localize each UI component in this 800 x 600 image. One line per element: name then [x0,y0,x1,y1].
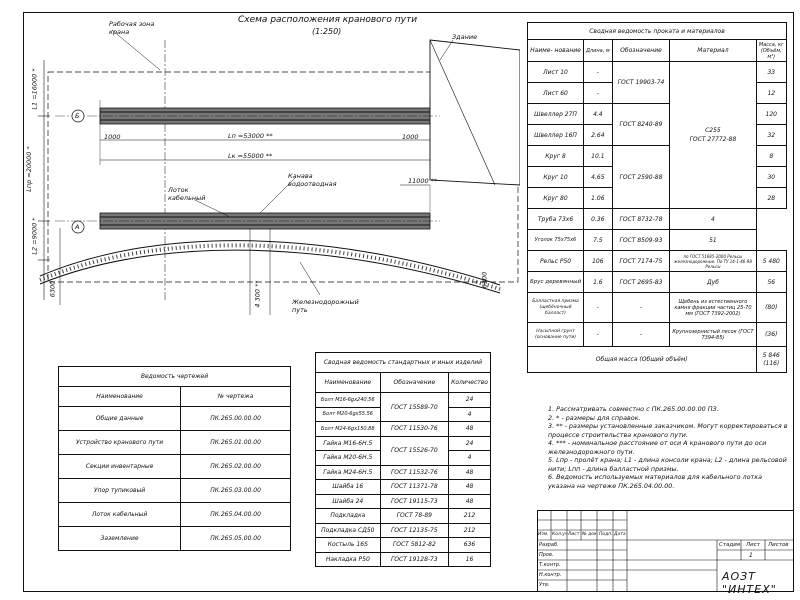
axis-b-label: Б [75,112,80,120]
note-item: 6. Ведомость используемых материалов для кабельного лотка указана на чертеже ПК.265.04.00.00. [548,473,763,490]
notes-block [548,405,788,490]
stamp-prov: Пров. [539,552,554,558]
stamp-sign: Подп. [599,532,613,537]
label-work-zone: Рабочая зона крана [109,20,155,36]
note-item: 2. * - размеры для справок. [548,413,641,422]
stamp-sheet-value: 1 [749,552,753,559]
dim-6300-right: 6300 [480,271,489,289]
dim-lp: Lп =53000 ** [228,132,273,140]
building-shape [430,40,520,185]
fasteners-table: Сводная ведомость стандартных и иных изделий Наименование Обозначение Количество Болт М16-6gх240.56 ГОСТ 15589-70 24 Болт М20-6gх55.56 4 Болт М24-6gх150.88 ГОСТ 11530-76 48 Гайка М16-6Н.5 ГОСТ 15526-70 24 Гайка М20-6Н.5 4 Гайка М24-6Н.5 ГОСТ 11532-76 48 Шайба 16 ГОСТ 11371-78 48 Шайба 24 ГОСТ 19115-73 48 Подкладка ГОСТ 78-89 212 Подкладка СД50 ГОСТ 12135-75 212 Костыль 16S ГОСТ 5812-82 636 Накладка Р50 ГОСТ 19128-73 16 [315,352,491,567]
note-item: 3. ** - размеры установленные заказчиком. Могут корректироваться в процессе строительства кранового пути. [548,422,788,439]
stamp-izm: Изм. [538,532,549,537]
stamp-date: Дата [614,532,626,537]
axis-a-label: А [75,223,80,231]
dim-11000: 11000 ** [408,177,438,185]
stamp-list: Лист [568,532,580,537]
dim-l2: L2 =9000 * [30,217,39,255]
drawing-title: Схема расположения кранового пути [238,15,418,25]
stamp-ndok: № док. [582,532,599,537]
label-tray: Лоток кабельный [168,186,206,202]
label-building: Здание [452,33,478,41]
drawings-table: Ведомость чертежей Наименование № чертежа Общие данные ПК.265.00.00.00 Устройство кранового пути ПК.265.01.00.00 Секции инвентарные ПК.265.02.00.00 Упор тупиковый ПК.265.03.00.00 Лоток кабельный ПК.265.04.00.00 Заземление ПК.265.05.00.00 [58,366,291,551]
note-item: 5. Lпр - пролёт крана; L1 - длина консоли крана; L2 - длина рельсовой нити; Lпп - длина балластной призмы. [548,456,787,473]
stamp-sheets: Листов [768,542,789,548]
stamp-kol: Кол.уч [552,532,568,537]
rental-table: Сводная ведомость проката и материалов Наиме- нование Длина, м Обозначение Материал Масса, кг (Объём, м³) Лист 10 - ГОСТ 19903-74 С255 ГОСТ 27772-88 33 Лист 60 - 12 Швеллер 27П 4.4 ГОСТ 8240-89 120 Швеллер 16П 2.64 32 Круг 8 10.1 ГОСТ 2590-88 8 Круг 10 4.65 30 Круг 80 1.06 28 Труба 73х6 0.36 ГОСТ 8732-78 4 Уголок 75х75х6 7.5 ГОСТ 8509-93 51 Рельс Р50 106 ГОСТ 7174-75 по ГОСТ 51685-2000 Рельсы железнодорожные. По ТУ 14-1-46-98 Рельсы 5 480 Брус деревянный 1.6 ГОСТ 2695-83 Дуб 56 Балластная призма (щебёночный балласт) - - Щебень из естественного камня фракции частиц 25-70 мм (ГОСТ 7392-2002) (80) Насыпной грунт (основание пути) - - Крупнозернистый песок (ГОСТ 7394-85) (36) Общая масса (Общий объём) 5 846 (116) [527,22,787,373]
stamp-razrab: Разраб. [539,542,559,548]
label-canal: Канава водоотводная [288,172,337,188]
dim-1000-left: 1000 [104,133,121,141]
stamp-company: АОЗТ "ИНТЕХ" [722,570,777,596]
dim-lpr: Lпр =20000 * [24,146,33,192]
dim-4300: 4 300 ** [253,280,262,308]
dim-1000-right: 1000 [402,133,419,141]
stamp-nkontr: Н.контр. [539,572,562,578]
note-item: 4. *** - номинальное расстояние от оси А кранового пути до оси железнодорожного пути. [548,439,767,456]
dim-6300: 6300 [48,280,57,298]
label-railway: Железнодорожный путь [292,298,359,314]
dim-lk: Lк =55000 ** [228,152,273,160]
drawing-scale: (1:250) [312,27,342,36]
stamp-stage: Стадия [719,542,741,548]
rental-title: Сводная ведомость проката и материалов [528,23,787,40]
stamp-tkontr: Т.контр. [539,562,561,568]
note-item: 1. Рассматривать совместно с ПК.265.00.00.00 ПЗ. [548,405,719,413]
stamp-utv: Утв. [539,582,550,588]
dim-l1: L1 =16000 * [30,68,39,110]
stamp-sheet: Лист [746,542,760,548]
